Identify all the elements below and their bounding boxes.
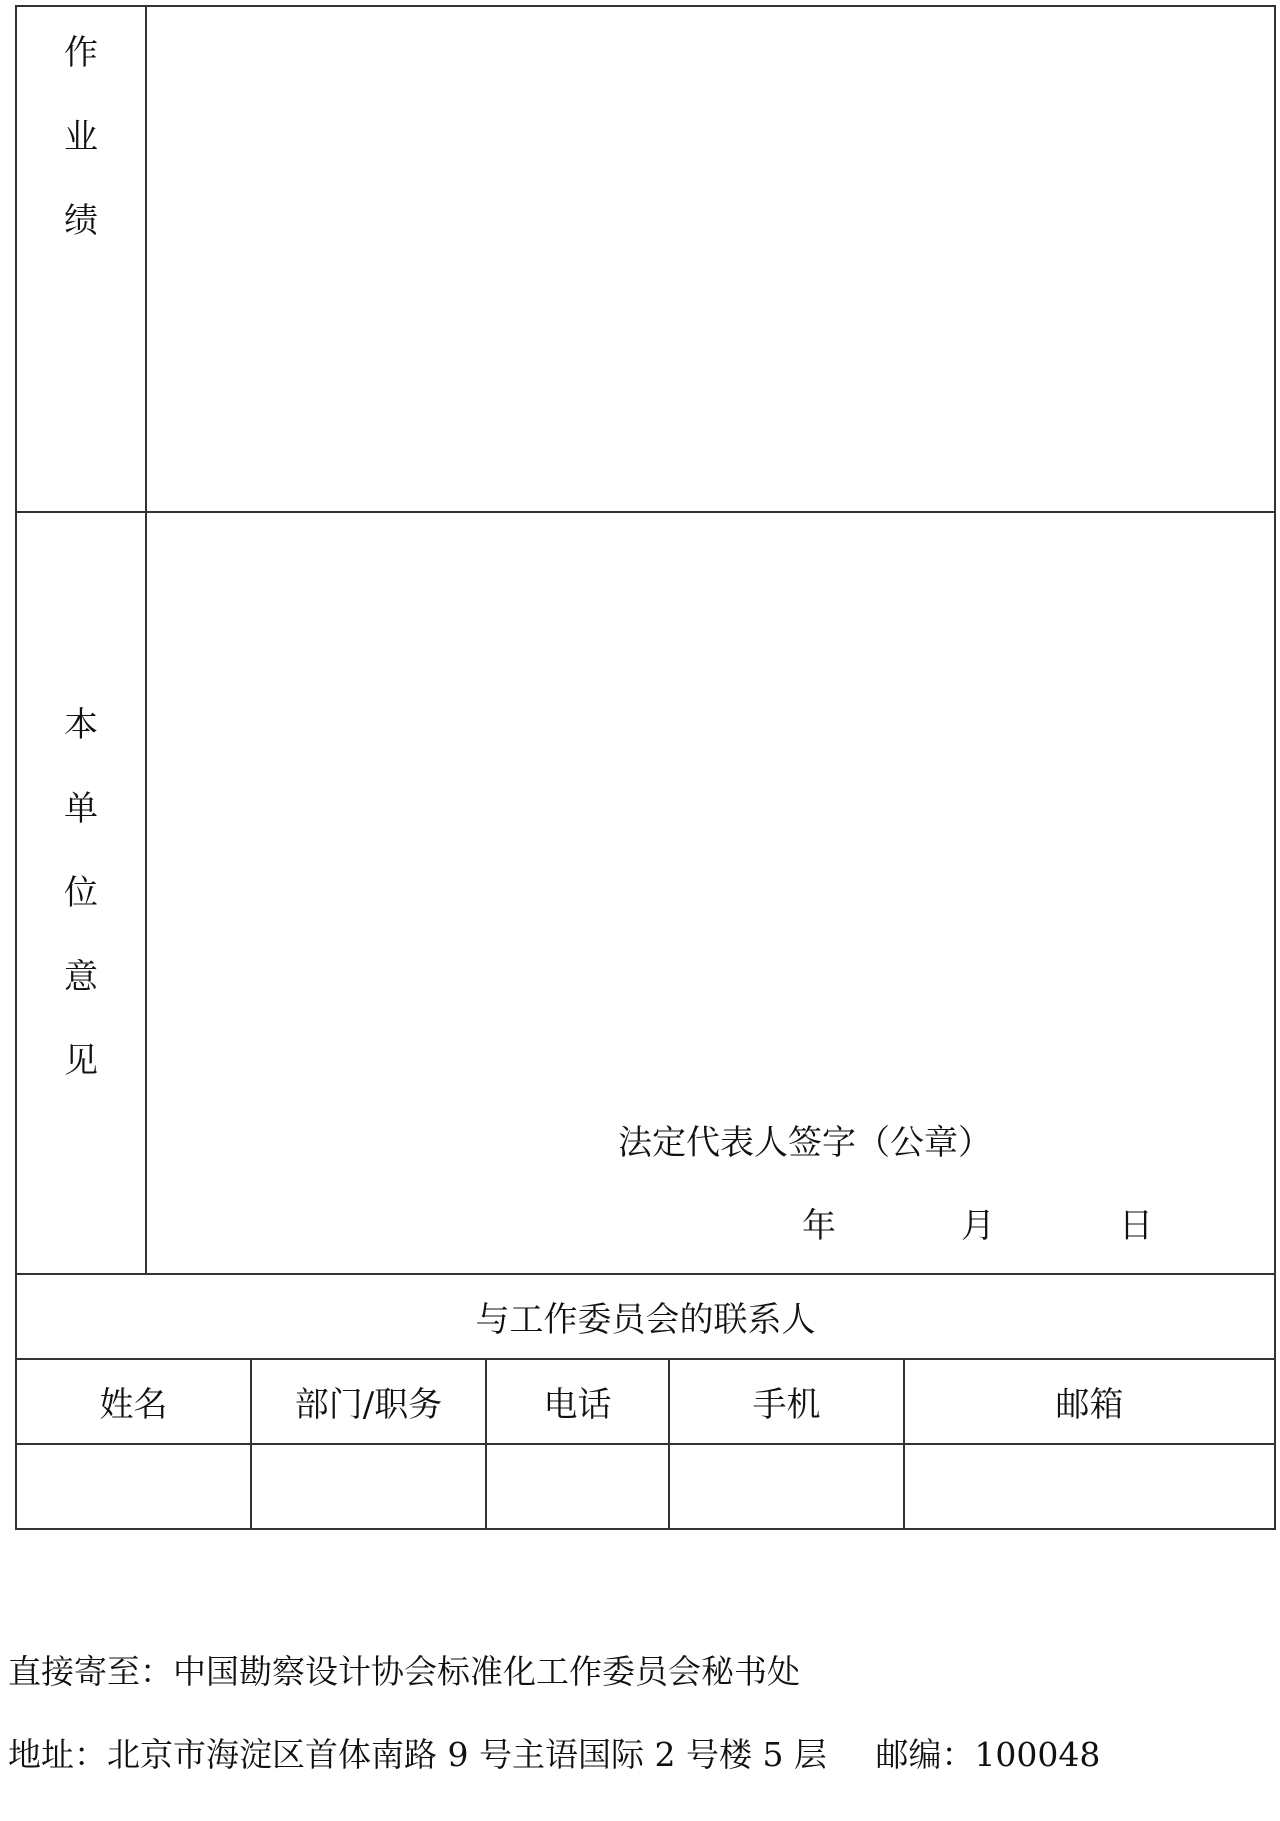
cell-phone[interactable] xyxy=(487,1445,668,1528)
cell-name[interactable] xyxy=(17,1445,250,1528)
label-char: 见 xyxy=(64,1041,98,1081)
date-day: 日 xyxy=(1119,1206,1153,1246)
header-mobile: 手机 xyxy=(752,1385,821,1425)
header-email: 邮箱 xyxy=(1055,1385,1124,1425)
cell-mobile[interactable] xyxy=(670,1445,903,1528)
label-char: 本 xyxy=(64,705,98,745)
achievements-content-area[interactable] xyxy=(147,7,1274,511)
cell-email[interactable] xyxy=(905,1445,1274,1528)
date-month: 月 xyxy=(961,1206,995,1246)
achievements-label xyxy=(17,11,145,263)
label-char: 绩 xyxy=(64,201,98,241)
header-department-position: 部门/职务 xyxy=(294,1385,443,1425)
table-border-right xyxy=(1274,5,1276,1530)
label-char: 意 xyxy=(64,957,98,997)
cell-department-position[interactable] xyxy=(252,1445,485,1528)
label-char: 单 xyxy=(64,789,98,829)
label-char: 作 xyxy=(64,33,98,73)
signature-label: 法定代表人签字（公章） xyxy=(618,1123,992,1163)
table-border-bottom xyxy=(15,1528,1276,1530)
address-line xyxy=(8,1729,1100,1776)
postcode-text: 邮编：100048 xyxy=(875,1735,1101,1774)
send-to-line: 直接寄至：中国勘察设计协会标准化工作委员会秘书处 xyxy=(8,1652,800,1691)
contact-title: 与工作委员会的联系人 xyxy=(475,1300,816,1340)
label-char: 业 xyxy=(64,117,98,157)
label-char: 位 xyxy=(64,873,98,913)
header-phone: 电话 xyxy=(543,1385,612,1425)
address-text: 地址：北京市海淀区首体南路 9 号主语国际 2 号楼 5 层 xyxy=(8,1735,827,1774)
date-year: 年 xyxy=(802,1206,836,1246)
opinion-label xyxy=(17,683,145,1103)
header-name: 姓名 xyxy=(99,1385,168,1425)
